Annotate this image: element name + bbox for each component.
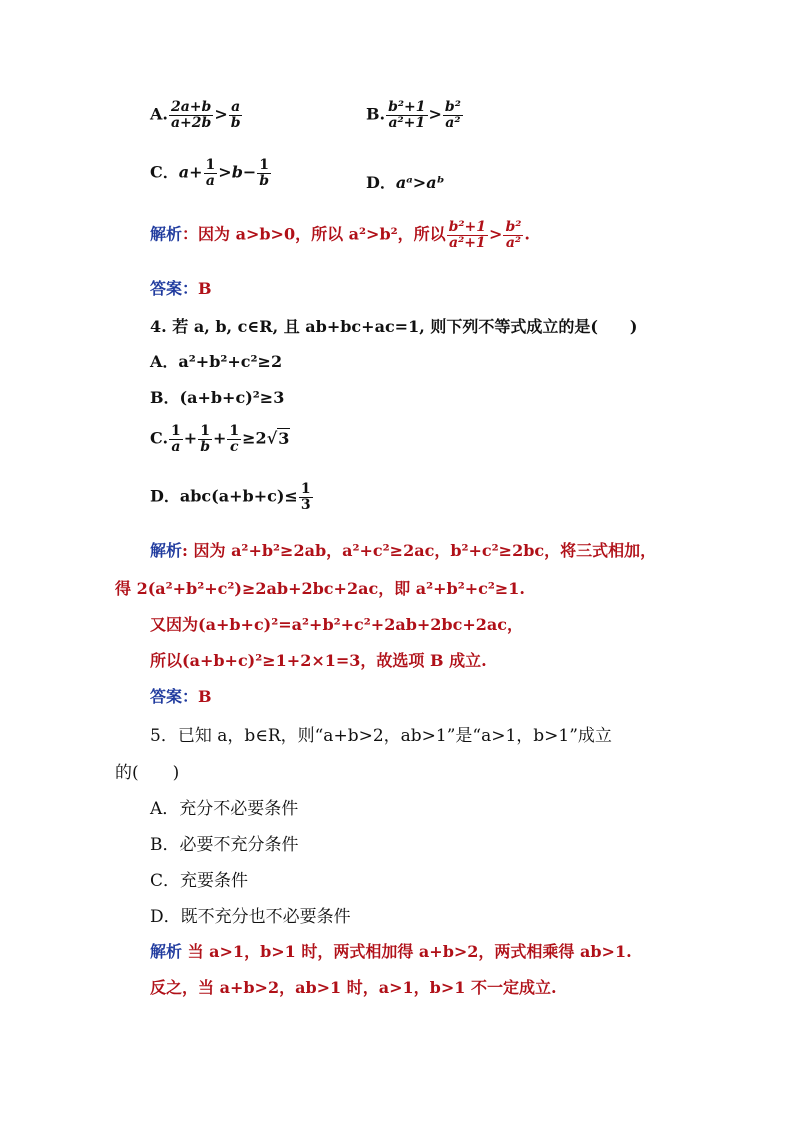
denominator: b [230, 114, 241, 131]
fraction [257, 158, 271, 188]
fraction [227, 424, 241, 454]
analysis-label: 解析 [150, 224, 183, 244]
answer-label: 答案： [150, 687, 199, 706]
option-label: A. [150, 104, 168, 124]
q5-option-b: B．必要不充分条件 [150, 835, 299, 855]
q4-option-c: C. $\frac{1}{a}$ + $\frac{1}{b}$ + $\frac{1}{c}$ ≥2√3 [150, 423, 290, 455]
q3-option-b [366, 100, 794, 130]
denominator: 3 [300, 496, 311, 513]
radicand: 3 [278, 428, 290, 448]
numerator: 1 [171, 423, 181, 439]
numerator: b² [505, 219, 522, 235]
analysis-text: ：因为 a>b>0，所以 a²>b²，所以 [182, 224, 446, 244]
q4-stem: 4. 若 a, b, c∈R, 且 ab+bc+ac=1, 则下列不等式成立的是( ) [150, 317, 638, 336]
fraction [443, 100, 463, 130]
fraction [204, 158, 218, 188]
answer-value: B [198, 687, 212, 706]
q5-option-a: A．充分不必要条件 [150, 799, 299, 819]
fraction [503, 220, 523, 250]
denominator: a² [445, 114, 461, 131]
numerator: 1 [229, 423, 240, 439]
q4-analysis-1 [150, 538, 794, 561]
denominator: a²+1 [388, 114, 426, 131]
q4-analysis-4: 所以(a+b+c)²≥1+2×1=3，故选项 B 成立. [150, 651, 487, 670]
numerator: 2a+b [170, 99, 212, 115]
denominator: a [171, 438, 181, 455]
q3-answer [150, 276, 794, 299]
relation: > [214, 104, 228, 124]
numerator: a [231, 99, 241, 115]
q4-analysis-3: 又因为(a+b+c)²=a²+b²+c²+2ab+2bc+2ac， [150, 615, 524, 634]
denominator: a² [505, 234, 522, 251]
q5-stem-1: 5．已知 a，b∈R，则“a+b>2，ab>1”是“a>1，b>1”成立 [150, 726, 612, 746]
expr: aᵃ>aᵇ [395, 173, 445, 192]
fraction [447, 220, 488, 250]
relation: > [428, 104, 442, 124]
q5-option-d: D．既不充分也不必要条件 [150, 907, 351, 927]
q4-option-b: B．(a+b+c)²≥3 [150, 388, 285, 407]
denominator: b [259, 172, 270, 189]
expr: a+ [178, 162, 203, 182]
q4-analysis-2: 得 2(a²+b²+c²)≥2ab+2bc+2ac，即 a²+b²+c²≥1. [115, 579, 526, 598]
numerator: 1 [300, 481, 311, 497]
option-label: C． [150, 162, 179, 182]
fraction [169, 100, 213, 130]
period: . [524, 224, 530, 244]
numerator: b² [444, 99, 461, 115]
option-label: D． [366, 173, 396, 192]
answer-value: B [198, 279, 212, 298]
denominator: a²+1 [449, 234, 486, 251]
relation: > [489, 224, 503, 244]
answer-label: 答案： [150, 279, 199, 298]
q3-analysis [150, 220, 794, 250]
analysis-label: 解析 [150, 541, 183, 560]
denominator: a [205, 172, 215, 189]
fraction [198, 424, 212, 454]
q3-option-d [366, 170, 794, 193]
q4-option-a: A．a²+b²+c²≥2 [150, 352, 283, 371]
q5-option-c: C．充要条件 [150, 871, 249, 891]
fraction [386, 100, 427, 130]
expr: D．abc(a+b+c)≤ [150, 486, 298, 506]
q5-stem-2: 的( ) [115, 763, 180, 783]
option-label: C. [150, 428, 169, 448]
numerator: 1 [259, 157, 270, 173]
q5-analysis-2: 反之，当 a+b>2，ab>1 时，a>1，b>1 不一定成立. [150, 978, 557, 997]
q5-analysis-1 [150, 939, 794, 962]
expr: >b− [218, 162, 257, 182]
option-label: B. [366, 104, 386, 124]
analysis-text: : 因为 a²+b²≥2ab，a²+c²≥2ac，b²+c²≥2bc，将三式相加， [182, 541, 657, 560]
denominator: b [200, 438, 210, 455]
analysis-text: 当 a>1，b>1 时，两式相加得 a+b>2，两式相乘得 ab>1. [182, 942, 632, 961]
q4-option-d [150, 482, 794, 512]
sqrt-icon: √ [266, 428, 278, 448]
numerator: b²+1 [388, 99, 426, 115]
numerator: b²+1 [448, 219, 487, 235]
denominator: c [230, 438, 239, 455]
numerator: 1 [205, 157, 216, 173]
fraction [299, 482, 313, 512]
numerator: 1 [200, 423, 210, 439]
q4-answer [150, 684, 794, 707]
denominator: a+2b [170, 114, 212, 131]
fraction [169, 424, 183, 454]
relation: ≥2 [242, 428, 267, 448]
analysis-label: 解析 [150, 942, 183, 961]
fraction [229, 100, 243, 130]
